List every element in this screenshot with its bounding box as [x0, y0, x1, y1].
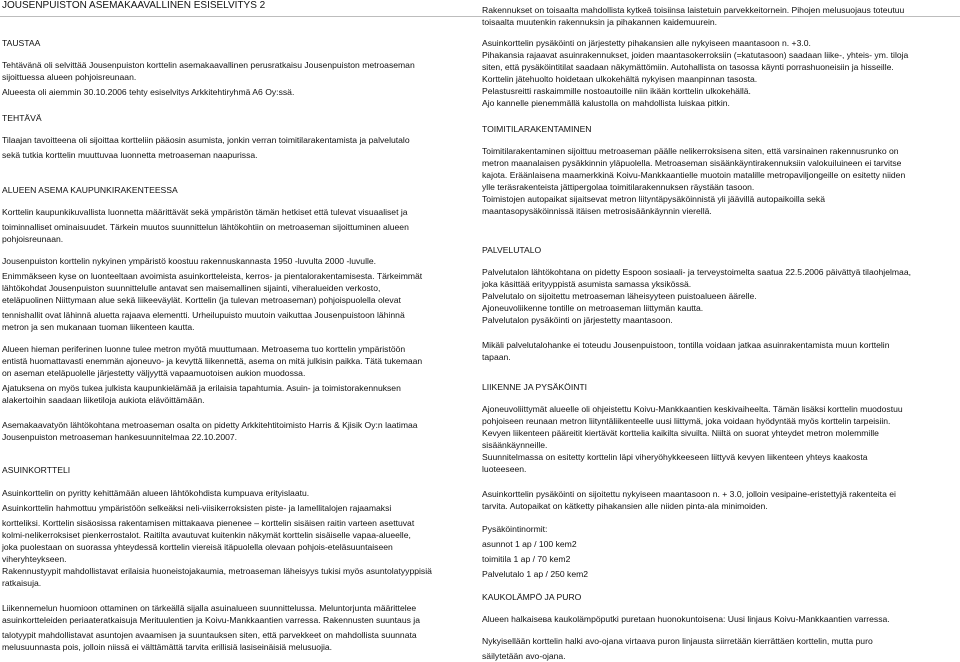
left-text-line: sijoittuessa alueen pohjoisreunaan. — [2, 72, 137, 82]
right-text-line: joka käsittää erityyppistä asumista samassa yksikössä. — [482, 279, 692, 289]
left-section-heading: ASUINKORTTELI — [2, 465, 71, 475]
right-text-line: Pysäköintinormit: — [482, 524, 548, 534]
right-text-line: metron maanalaisen pysäkkinnin yläpuolella. Metroaseman sisäänkäyntirakennuksiin valokuiluineen ei tarvitse — [482, 158, 902, 168]
left-text-line: melusuunnasta pois, jolloin niissä ei välttämättä tarvita erillisiä lasiseinäisiä melusuojia. — [2, 642, 333, 652]
left-text-line: Asuinkorttelin on pyritty kehittämään alueen lähtökohdista kumpuava erityislaatu. — [2, 488, 310, 498]
right-text-line: toisaalta muutenkin rakennuksin ja pihakannen kaidemuurein. — [482, 17, 718, 27]
right-text-line: ylle teräsrakenteista jättipergolaa toimitilarakennuksen räystään tasoon. — [482, 182, 755, 192]
right-text-line: toimitila 1 ap / 70 kem2 — [482, 554, 571, 564]
left-text-line: Liikennemelun huomioon ottaminen on tärkeällä sijalla asuinalueen suunnittelussa. Meluntorjunta määrittelee — [2, 603, 417, 613]
right-text-line: Palvelutalon pysäköinti on järjestetty maantasoon. — [482, 315, 673, 325]
right-section-heading: PALVELUTALO — [482, 245, 542, 255]
right-text-line: säilytetään avo-ojana. — [482, 651, 566, 661]
right-text-line: tarvita. Autopaikat on kätketty pihakansien alle niiden pinta-ala minimoiden. — [482, 501, 768, 511]
left-text-line: sekä tutkia korttelin muuttuvaa luonnetta metroaseman naapurissa. — [2, 150, 258, 160]
right-text-line: maantasopysäköinnissä itäisen metrosisäänkäynnin vierellä. — [482, 206, 712, 216]
right-text-line: siten, että pysäköintitilat saadaan näkymättömiin. Autohallista on tasossa käynti porrashuoneisiin ja hisseille. — [482, 62, 894, 72]
right-text-line: Toimistojen autopaikat sijaitsevat metron liityntäpysäköinnistä yli jäävillä autopaikoilla sekä — [482, 194, 825, 204]
right-text-line: sisäänkäynneille. — [482, 440, 548, 450]
right-text-line: Toimitilarakentaminen sijoittuu metroaseman päälle nelikerroksisena siten, että varsinainen rakennusrunko on — [482, 146, 899, 156]
right-text-line: Rakennukset on toisaalta mahdollista kytkeä toisiinsa laistetuin parvekkeitornein. Pihojen melusuojaus toteutuu — [482, 5, 905, 15]
right-text-line: Pelastusreitti raskaimmille nostoautoille niin ikään korttelin ulkokehällä. — [482, 86, 751, 96]
left-text-line: alakertoihin saadaan liiketiloja aukiota elävöittämään. — [2, 395, 205, 405]
left-text-line: talotyypit mahdollistavat asuntojen avaamisen ja suuntauksen siten, että parvekkeet on mahdollista suunnata — [2, 630, 417, 640]
right-text-line: Kevyen liikenteen pääreitit kiertävät korttelia kaikilta sivuilta. Niiltä on suorat yhteydet metron molemmille — [482, 428, 879, 438]
left-section-heading: ALUEEN ASEMA KAUPUNKIRAKENTEESSA — [2, 185, 178, 195]
right-text-line: Mikäli palvelutalohanke ei toteudu Jousenpuistoon, tontilla voidaan jatkaa asuinrakentamista muun korttelin — [482, 340, 890, 350]
left-text-line: Enimmäkseen kyse on luonteeltaan avoimista asuinkortteleista, kerros- ja pientalorakentamisesta. Tärkeimmät — [2, 271, 423, 281]
right-text-line: Ajoneuvoliikenne tontille on metroaseman liittymän kautta. — [482, 303, 704, 313]
right-section-heading: KAUKOLÄMPÖ JA PURO — [482, 592, 582, 602]
right-text-line: Suunnitelmassa on esitetty korttelin läpi viheryöhykkeeseen liittyvä kevyen liikenteen yhteys kaakosta — [482, 452, 868, 462]
right-text-line: Ajoneuvoliittymät alueelle oli ohjeistettu Koivu-Mankkaantien keskivaiheelta. Tämän lisäksi korttelin muodostuu — [482, 404, 903, 414]
right-text-line: Asuinkorttelin pysäköinti on järjestetty pihakansien alle nykyiseen maantasoon n. +3.0. — [482, 38, 811, 48]
left-text-line: asuinkortteleiden periaateratkaisuja Merituulentien ja Koivu-Mankkaantien varressa. Rakennusten suuntaus ja — [2, 615, 420, 625]
right-text-line: Palvelutalo 1 ap / 250 kem2 — [482, 569, 589, 579]
right-text-line: Palvelutalo on sijoitettu metroaseman läheisyyteen puistoalueen äärelle. — [482, 291, 757, 301]
left-text-line: pohjoisreunaan. — [2, 234, 64, 244]
right-text-line: Korttelin jätehuolto hoidetaan ulkokehältä nykyisen maanpinnan tasosta. — [482, 74, 758, 84]
left-text-line: Rakennustyypit mahdollistavat erilaisia huoneistojakaumia, metroaseman läheisyys tukisi myös asuntolatyyppisiä — [2, 566, 432, 576]
left-text-line: kortteliksi. Korttelin sisäosissa rakentamisen mittakaava pienenee – korttelin sisäisen raitin varteen asettuvat — [2, 518, 415, 528]
right-text-line: Palvelutalon lähtökohtana on pidetty Espoon sosiaali- ja terveystoimelta saatua 22.5.2006 päivättyä tilaohjelmaa, — [482, 267, 912, 277]
right-text-line: Alueen halkaisева kaukolämpöputki puretaan huonokuntoisena: Uusi linjaus Koivu-Mankkaantien varressa. — [482, 614, 890, 624]
right-text-line: tapaan. — [482, 352, 511, 362]
right-text-line: kajota. Eräänlaisena maamerkkinä Koivu-Mankkaantielle muotoin matalille metropaviljongeille on esitetty niiden — [482, 170, 906, 180]
document-title: JOUSENPUISTON ASEMAKAAVALLINEN ESISELVITYS 2 — [2, 0, 266, 11]
right-text-line: luoteeseen. — [482, 464, 527, 474]
left-section-heading: TAUSTAA — [2, 38, 41, 48]
left-text-line: toiminnalliset ominaisuudet. Tärkein muutos suunnittelun lähtökohtiin on metroaseman sijoittuminen alueen — [2, 222, 409, 232]
left-text-line: eteläpuolinen Niittymaan alue sekä Iiikeeväylät. Korttelin (ja tulevan metroaseman) pohjoispuolella olevat — [2, 295, 401, 305]
right-text-line: Nykyisellään korttelin halki avo-ojana virtaava puron linjausta siirretään kierrättäen korttelin, mutta puro — [482, 636, 873, 646]
left-text-line: Alueen hieman periferinen luonne tulee metron myötä muuttumaan. Metroasema tuo korttelin ympäristöön — [2, 344, 406, 354]
left-text-line: Tehtävänä oli selvittää Jousenpuiston korttelin asemakaavallinen perusratkaisu Jousenpuiston metroaseman — [2, 60, 415, 70]
left-text-line: Ajatuksena on myös tukea julkista kaupunkielämää ja erilaisia tapahtumia. Asuin- ja toimistorakennuksen — [2, 383, 401, 393]
left-text-line: Asuinkorttelin hahmottuu ympäristöön selkeäksi neli-viisikerroksisten piste- ja lamellitalojen rajaamaksi — [2, 503, 392, 513]
left-text-line: viheryhteykseen. — [2, 554, 67, 564]
left-text-line: Jousenpuiston korttelin nykyinen ympäristö koostuu rakennuskannasta 1950 -luvulta 2000 -luvulle. — [2, 256, 377, 266]
right-text-line: Pihakansia rajaavat asuinrakennukset, joiden maantasokerroksiin (=katutasoon) saadaan liike-, yhteis- ym. tiloja — [482, 50, 909, 60]
left-text-line: Asemakaavatyön lähtökohtana metroaseman osalta on pidetty Arkkitehtitoimisto Harris & Kjisik Oy:n laatimaa — [2, 420, 418, 430]
left-text-line: kolmi-nelikerroksiset pienkerrostalot. Raitilta avautuvat kuitenkin näkymät korttelin sisäiselle vapaa-alueelle, — [2, 530, 411, 540]
left-text-line: Korttelin kaupunkikuvallista luonnetta määrittävät sekä ympäristön tämän hetkiset että tulevat visuaaliset ja — [2, 207, 408, 217]
left-text-line: Tilaajan tavoitteena oli sijoittaa kortteliin pääosin asumista, jonkin verran toimitilarakentamista ja palvelutalo — [2, 135, 410, 145]
right-text-line: Ajo kannelle pienemmällä kalustolla on mahdollista luiskaa pitkin. — [482, 98, 730, 108]
left-text-line: lähtökohdat Jousenpuiston suunnittelulle antavat sen maisemallinen sijainti, viheralueiden verkosto, — [2, 283, 381, 293]
right-section-heading: TOIMITILARAKENTAMINEN — [482, 124, 592, 134]
left-text-line: Alueesta oli aiemmin 30.10.2006 tehty esiselvitys Arkkitehtiryhmä A6 Oy:ssä. — [2, 87, 295, 97]
left-text-line: entistä huomattavasti enemmän ajoneuvo- ja kevyttä liikennettä, asema on mitä julkisin paikka. Tätä tukemaan — [2, 356, 423, 366]
right-text-line: asunnot 1 ap / 100 kem2 — [482, 539, 577, 549]
right-section-heading: LIIKENNE JA PYSÄKÖINTI — [482, 382, 588, 392]
left-section-heading: TEHTÄVÄ — [2, 113, 42, 123]
left-text-line: on aseman eteläpuolelle järjestetty väljyyttä vapaamuotoisen aukion muodossa. — [2, 368, 306, 378]
left-text-line: metron ja sen mukanaan tuoman liikenteen kautta. — [2, 322, 195, 332]
left-text-line: joka puolestaan on suorassa yhteydessä korttelin viereisä itäpuolella olevaan pohjois-eteläsuuntaiseen — [2, 542, 393, 552]
right-text-line: Asuinkorttelin pysäköinti on sijoitettu nykyiseen maantasoon n. + 3.0, jolloin vesipaine-eristettyjä rakenteita ei — [482, 489, 896, 499]
left-text-line: tennishallit ovat lähinnä aluetta rajaava elementti. Urheilupuisto muutoin vaikuttaa Jousenpuistoon lähinnä — [2, 310, 405, 320]
left-text-line: ratkaisuja. — [2, 578, 42, 588]
right-text-line: pohjoiseen reunaan metron liityntäliikenteelle uusi liittymä, joka voidaan hyödyntää myös korttelin tarpeisiin. — [482, 416, 891, 426]
left-text-line: Jousenpuiston metroaseman hankesuunnitelmaa 22.10.2007. — [2, 432, 238, 442]
